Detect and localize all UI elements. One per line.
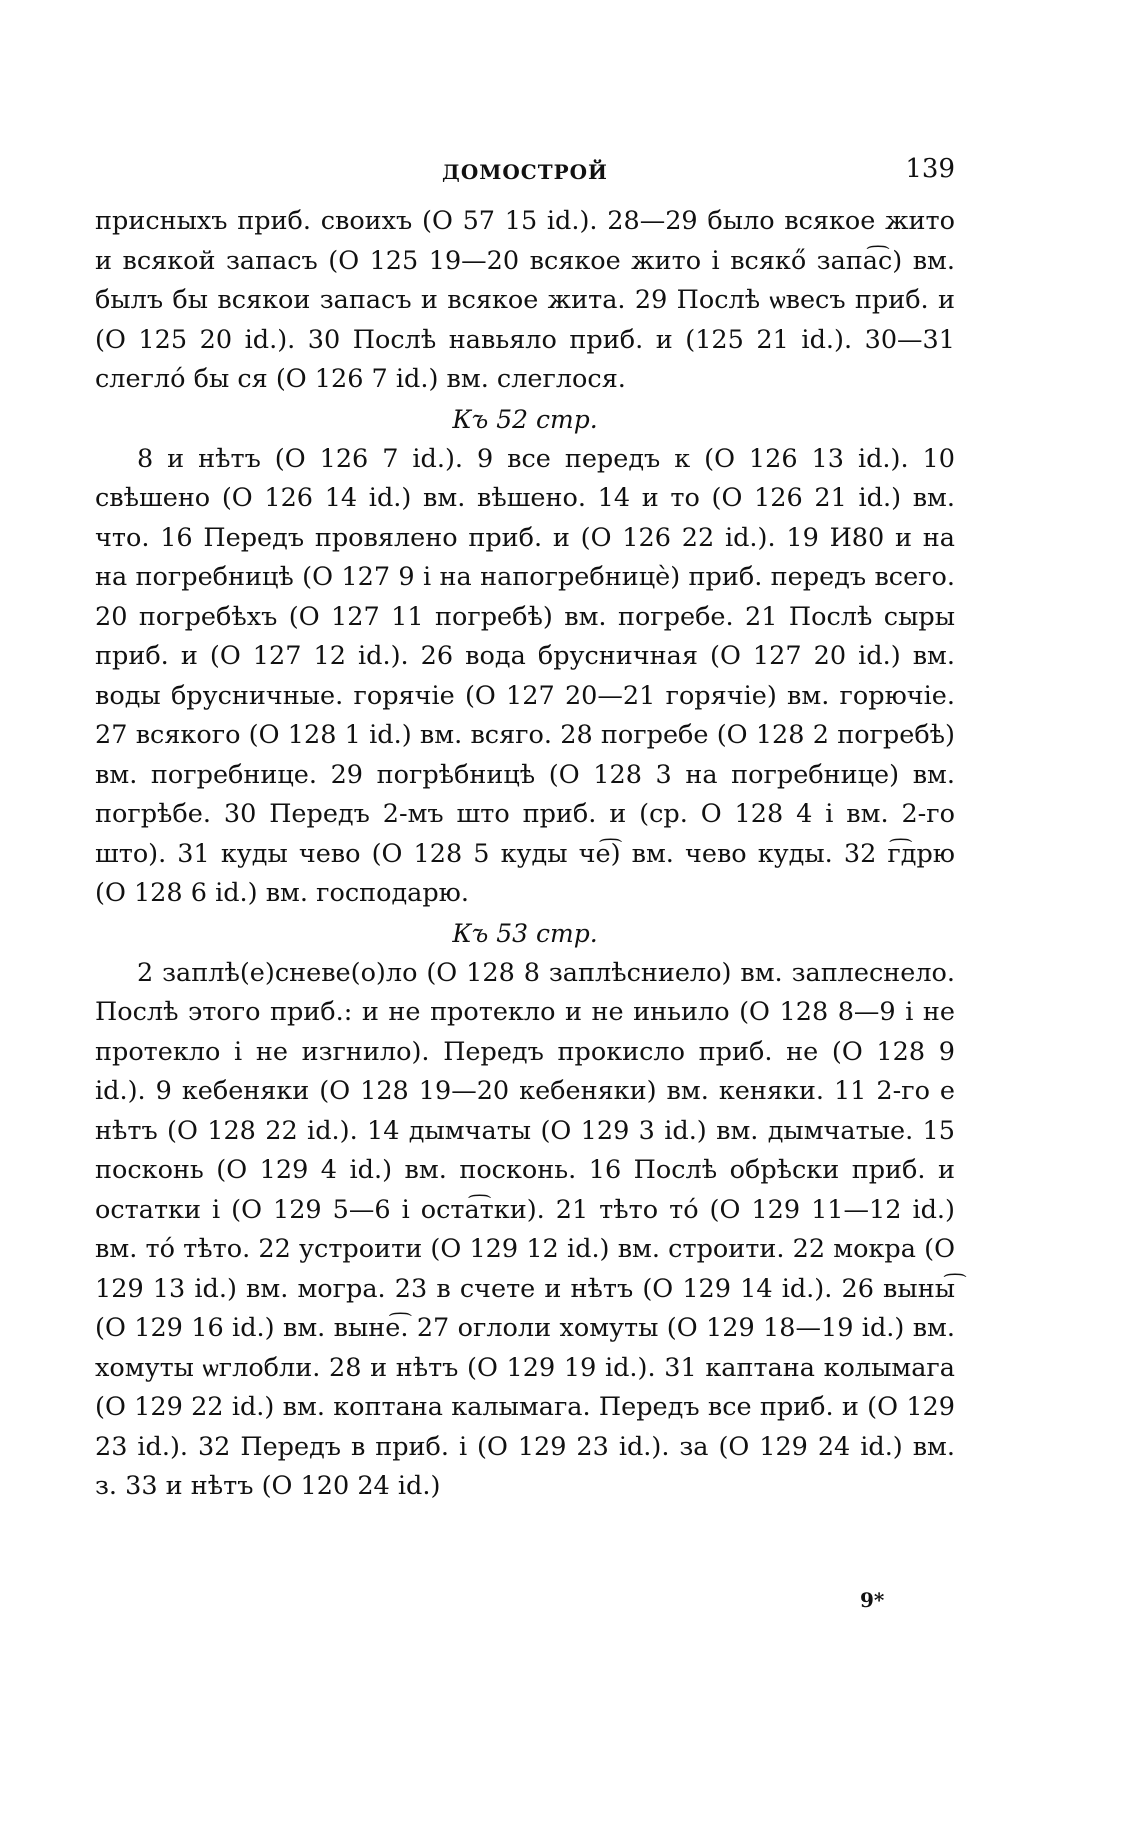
paragraph-page-52-notes: 8 и нѣтъ (О 126 7 id.). 9 все передъ к (О 126 13 id.). 10 свѣшено (О 126 14 id.) вм. вѣшено. 14 и то (О 126 21 id.) вм. что. 16 Передъ провялено приб. и (О 126 22 id.). 19 И80 и на на погребницѣ (О 127 9 і на напогребницѐ) приб. передъ всего. 20 погребѣхъ (О 127 11 погребѣ) вм. погребе. 21 Послѣ сыры приб. и (О 127 12 id.). 26 вода брусничная (О 127 20 id.) вм. воды брусничные. горячіе (О 127 20—21 горячіе) вм. горючіе. 27 всякого (О 128 1 id.) вм. всяго. 28 погребе (О 128 2 погребѣ) вм. погребнице. 29 погрѣбницѣ (О 128 3 на погребнице) вм. погрѣбе. 30 Передъ 2-мъ што приб. и (ср. О 128 4 і вм. 2-го што). 31 куды чево (О 128 5 куды че͡) вм. чево куды. 32 г͡дрю (О 128 6 id.) вм. господарю. <box>95 443 955 908</box>
running-title: ДОМОСТРОЙ <box>442 160 608 184</box>
page <box>95 150 955 1507</box>
page-content <box>95 202 955 1507</box>
page-number: 139 <box>905 154 955 184</box>
section-heading-page-53: Къ 53 стр. <box>452 918 598 948</box>
printer-signature: 9* <box>860 1588 885 1612</box>
paragraph-continuation: присныхъ приб. своихъ (О 57 15 id.). 28—29 было всякое жито и всякой запасъ (О 125 19—20 всякое жито і всякő запа͡с) вм. былъ бы всякои запасъ и всякое жита. 29 Послѣ ѡвесъ приб. и (О 125 20 id.). 30 Послѣ навьяло приб. и (125 21 id.). 30—31 слеглó бы ся (О 126 7 id.) вм. слеглося. <box>95 206 955 394</box>
section-heading-page-52: Къ 52 стр. <box>452 404 598 434</box>
paragraph-page-53-notes: 2 заплѣ(е)сневе(о)ло (О 128 8 заплѣсниело) вм. заплеснело. Послѣ этого приб.: и не протекло и не иньило (О 128 8—9 і не протекло і не изгнило). Передъ прокисло приб. не (О 128 9 id.). 9 кебеняки (О 128 19—20 кебеняки) вм. кеняки. 11 2-го е нѣтъ (О 128 22 id.). 14 дымчаты (О 129 3 id.) вм. дымчатые. 15 посконь (О 129 4 id.) вм. посконь. 16 Послѣ обрѣски приб. и остатки і (О 129 5—6 і оста͡тки). 21 тѣто тó (О 129 11—12 id.) вм. тó тѣто. 22 устроити (О 129 12 id.) вм. строити. 22 мокра (О 129 13 id.) вм. могра. 23 в счете и нѣтъ (О 129 14 id.). 26 выны͡ (О 129 16 id.) вм. выне͡. 27 оглоли хомуты (О 129 18—19 id.) вм. хомуты ѡглобли. 28 и нѣтъ (О 129 19 id.). 31 каптана колымага (О 129 22 id.) вм. коптана калымага. Передъ все приб. и (О 129 23 id.). 32 Передъ в приб. і (О 129 23 id.). за (О 129 24 id.) вм. з. 33 и нѣтъ (О 120 24 id.) <box>95 957 955 1501</box>
running-head <box>95 150 955 190</box>
